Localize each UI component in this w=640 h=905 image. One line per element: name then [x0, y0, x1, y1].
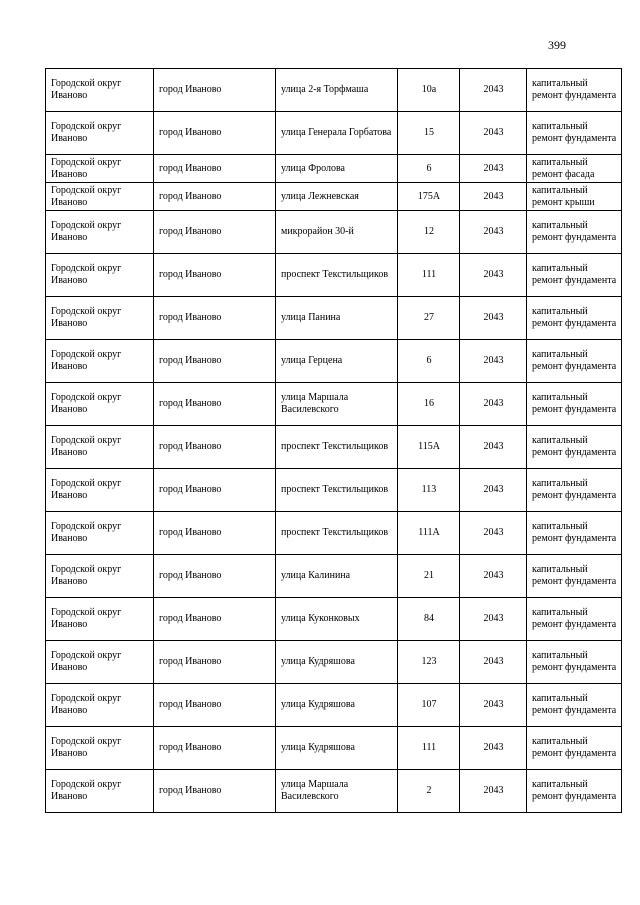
- house-cell: 111: [398, 254, 460, 297]
- work-type-cell: капитальный ремонт фундамента: [527, 211, 622, 254]
- work-type-cell: капитальный ремонт фундамента: [527, 598, 622, 641]
- house-cell: 111: [398, 727, 460, 770]
- year-cell: 2043: [460, 254, 527, 297]
- table-row: [46, 340, 622, 383]
- work-type-cell: капитальный ремонт фундамента: [527, 383, 622, 426]
- street-cell: улица Фролова: [276, 155, 398, 183]
- street-cell: улица 2-я Торфмаша: [276, 69, 398, 112]
- year-cell: 2043: [460, 512, 527, 555]
- year-cell: 2043: [460, 155, 527, 183]
- city-cell: город Иваново: [154, 727, 276, 770]
- table-row: [46, 727, 622, 770]
- house-cell: 27: [398, 297, 460, 340]
- street-cell: улица Кудряшова: [276, 641, 398, 684]
- table-row: [46, 512, 622, 555]
- street-cell: улица Маршала Василевского: [276, 770, 398, 813]
- table-row: [46, 69, 622, 112]
- house-cell: 115А: [398, 426, 460, 469]
- street-cell: улица Генерала Горбатова: [276, 112, 398, 155]
- okrug-cell: Городской округ Иваново: [46, 211, 154, 254]
- street-cell: улица Калинина: [276, 555, 398, 598]
- house-cell: 6: [398, 155, 460, 183]
- work-type-cell: капитальный ремонт фундамента: [527, 770, 622, 813]
- house-cell: 12: [398, 211, 460, 254]
- okrug-cell: Городской округ Иваново: [46, 684, 154, 727]
- year-cell: 2043: [460, 555, 527, 598]
- work-type-cell: капитальный ремонт фундамента: [527, 641, 622, 684]
- city-cell: город Иваново: [154, 112, 276, 155]
- okrug-cell: Городской округ Иваново: [46, 469, 154, 512]
- year-cell: 2043: [460, 641, 527, 684]
- house-cell: 107: [398, 684, 460, 727]
- okrug-cell: Городской округ Иваново: [46, 69, 154, 112]
- street-cell: улица Кудряшова: [276, 684, 398, 727]
- street-cell: улица Лежневская: [276, 183, 398, 211]
- okrug-cell: Городской округ Иваново: [46, 112, 154, 155]
- house-cell: 6: [398, 340, 460, 383]
- work-type-cell: капитальный ремонт крыши: [527, 183, 622, 211]
- year-cell: 2043: [460, 383, 527, 426]
- house-cell: 16: [398, 383, 460, 426]
- work-type-cell: капитальный ремонт фундамента: [527, 69, 622, 112]
- house-cell: 10а: [398, 69, 460, 112]
- year-cell: 2043: [460, 469, 527, 512]
- year-cell: 2043: [460, 211, 527, 254]
- work-type-cell: капитальный ремонт фундамента: [527, 426, 622, 469]
- table-row: [46, 555, 622, 598]
- street-cell: проспект Текстильщиков: [276, 469, 398, 512]
- house-cell: 113: [398, 469, 460, 512]
- house-cell: 2: [398, 770, 460, 813]
- okrug-cell: Городской округ Иваново: [46, 155, 154, 183]
- housing-repair-table: [45, 68, 622, 813]
- okrug-cell: Городской округ Иваново: [46, 641, 154, 684]
- house-cell: 111А: [398, 512, 460, 555]
- table-row: [46, 155, 622, 183]
- city-cell: город Иваново: [154, 684, 276, 727]
- table-row: [46, 469, 622, 512]
- table-row: [46, 684, 622, 727]
- okrug-cell: Городской округ Иваново: [46, 512, 154, 555]
- year-cell: 2043: [460, 340, 527, 383]
- city-cell: город Иваново: [154, 155, 276, 183]
- street-cell: микрорайон 30-й: [276, 211, 398, 254]
- house-cell: 123: [398, 641, 460, 684]
- city-cell: город Иваново: [154, 183, 276, 211]
- city-cell: город Иваново: [154, 598, 276, 641]
- city-cell: город Иваново: [154, 297, 276, 340]
- work-type-cell: капитальный ремонт фундамента: [527, 727, 622, 770]
- okrug-cell: Городской округ Иваново: [46, 297, 154, 340]
- year-cell: 2043: [460, 426, 527, 469]
- house-cell: 84: [398, 598, 460, 641]
- work-type-cell: капитальный ремонт фундамента: [527, 512, 622, 555]
- table-row: [46, 112, 622, 155]
- year-cell: 2043: [460, 183, 527, 211]
- okrug-cell: Городской округ Иваново: [46, 254, 154, 297]
- work-type-cell: капитальный ремонт фундамента: [527, 555, 622, 598]
- street-cell: улица Куконковых: [276, 598, 398, 641]
- okrug-cell: Городской округ Иваново: [46, 727, 154, 770]
- okrug-cell: Городской округ Иваново: [46, 770, 154, 813]
- table-row: [46, 383, 622, 426]
- year-cell: 2043: [460, 727, 527, 770]
- okrug-cell: Городской округ Иваново: [46, 598, 154, 641]
- work-type-cell: капитальный ремонт фундамента: [527, 112, 622, 155]
- city-cell: город Иваново: [154, 211, 276, 254]
- table-row: [46, 254, 622, 297]
- work-type-cell: капитальный ремонт фундамента: [527, 254, 622, 297]
- city-cell: город Иваново: [154, 641, 276, 684]
- street-cell: проспект Текстильщиков: [276, 254, 398, 297]
- street-cell: улица Кудряшова: [276, 727, 398, 770]
- work-type-cell: капитальный ремонт фундамента: [527, 297, 622, 340]
- year-cell: 2043: [460, 598, 527, 641]
- city-cell: город Иваново: [154, 770, 276, 813]
- table-row: [46, 770, 622, 813]
- city-cell: город Иваново: [154, 69, 276, 112]
- city-cell: город Иваново: [154, 512, 276, 555]
- okrug-cell: Городской округ Иваново: [46, 340, 154, 383]
- house-cell: 175А: [398, 183, 460, 211]
- table-row: [46, 426, 622, 469]
- year-cell: 2043: [460, 112, 527, 155]
- street-cell: улица Панина: [276, 297, 398, 340]
- page-number: 399: [548, 38, 566, 52]
- okrug-cell: Городской округ Иваново: [46, 426, 154, 469]
- city-cell: город Иваново: [154, 555, 276, 598]
- table-row: [46, 183, 622, 211]
- year-cell: 2043: [460, 297, 527, 340]
- street-cell: проспект Текстильщиков: [276, 426, 398, 469]
- table-row: [46, 211, 622, 254]
- city-cell: город Иваново: [154, 340, 276, 383]
- table-row: [46, 297, 622, 340]
- city-cell: город Иваново: [154, 383, 276, 426]
- street-cell: улица Герцена: [276, 340, 398, 383]
- okrug-cell: Городской округ Иваново: [46, 383, 154, 426]
- table-row: [46, 598, 622, 641]
- year-cell: 2043: [460, 770, 527, 813]
- work-type-cell: капитальный ремонт фасада: [527, 155, 622, 183]
- street-cell: улица Маршала Василевского: [276, 383, 398, 426]
- house-cell: 21: [398, 555, 460, 598]
- year-cell: 2043: [460, 69, 527, 112]
- table-row: [46, 641, 622, 684]
- house-cell: 15: [398, 112, 460, 155]
- work-type-cell: капитальный ремонт фундамента: [527, 469, 622, 512]
- city-cell: город Иваново: [154, 469, 276, 512]
- okrug-cell: Городской округ Иваново: [46, 183, 154, 211]
- city-cell: город Иваново: [154, 426, 276, 469]
- okrug-cell: Городской округ Иваново: [46, 555, 154, 598]
- work-type-cell: капитальный ремонт фундамента: [527, 340, 622, 383]
- work-type-cell: капитальный ремонт фундамента: [527, 684, 622, 727]
- street-cell: проспект Текстильщиков: [276, 512, 398, 555]
- year-cell: 2043: [460, 684, 527, 727]
- city-cell: город Иваново: [154, 254, 276, 297]
